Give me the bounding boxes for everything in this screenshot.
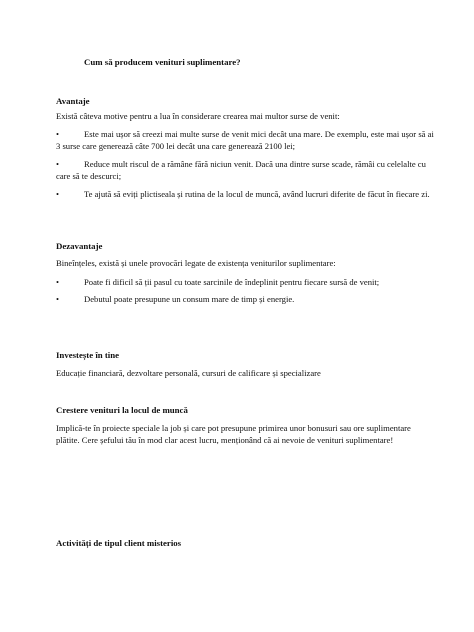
section-intro-avantaje: Există câteva motive pentru a lua în considerare crearea mai multor surse de venit:	[56, 111, 340, 121]
list-item-text: Este mai ușor să creezi mai multe surse de venit mici decât una mare. De exemplu, este mai ușor să ai 3 surse care generează câte 700 lei decât una care generează 2100 lei;	[56, 129, 434, 151]
bullet-icon: •	[56, 189, 60, 199]
bullet-icon: •	[56, 294, 60, 304]
bullet-icon: •	[56, 277, 60, 287]
section-heading-avantaje: Avantaje	[56, 96, 90, 106]
document-title: Cum să producem venituri suplimentare?	[84, 57, 241, 67]
list-item-text: Te ajută să eviți plictiseala și rutina de la locul de muncă, având lucruri diferite de făcut în fiecare zi.	[84, 189, 430, 199]
list-item-text: Poate fi dificil să ții pasul cu toate sarcinile de îndeplinit pentru fiecare sursă de venit;	[84, 277, 380, 287]
list-item-text: Reduce mult riscul de a rămâne fără niciun venit. Dacă una dintre surse scade, rămâi cu celelalte cu care să te descurci;	[56, 159, 426, 181]
section-heading-crestere-venituri: Crestere venituri la locul de muncă	[56, 405, 188, 415]
list-item	[56, 129, 436, 152]
section-body-investeste: Educație financiară, dezvoltare personală, cursuri de calificare și specializare	[56, 368, 321, 378]
section-intro-dezavantaje: Bineînțeles, există și unele provocări legate de existența veniturilor suplimentare:	[56, 258, 336, 268]
section-heading-investeste: Investește în tine	[56, 350, 120, 360]
section-heading-client-misterios: Activități de tipul client misterios	[56, 538, 182, 548]
list-item-text: Debutul poate presupune un consum mare de timp și energie.	[84, 294, 295, 304]
bullet-icon: •	[56, 159, 60, 169]
list-item	[56, 294, 436, 306]
section-body-crestere-venituri: Implică-te în proiecte speciale la job și care pot presupune primirea unor bonusuri sau ore suplimentare plătite. Cere șefului tău în mod clar acest lucru, menționând că ai nevoie de venituri suplimentare!	[56, 423, 411, 445]
list-item	[56, 189, 436, 201]
bullet-icon: •	[56, 129, 60, 139]
list-item	[56, 277, 436, 289]
list-item	[56, 159, 436, 182]
section-heading-dezavantaje: Dezavantaje	[56, 241, 103, 251]
